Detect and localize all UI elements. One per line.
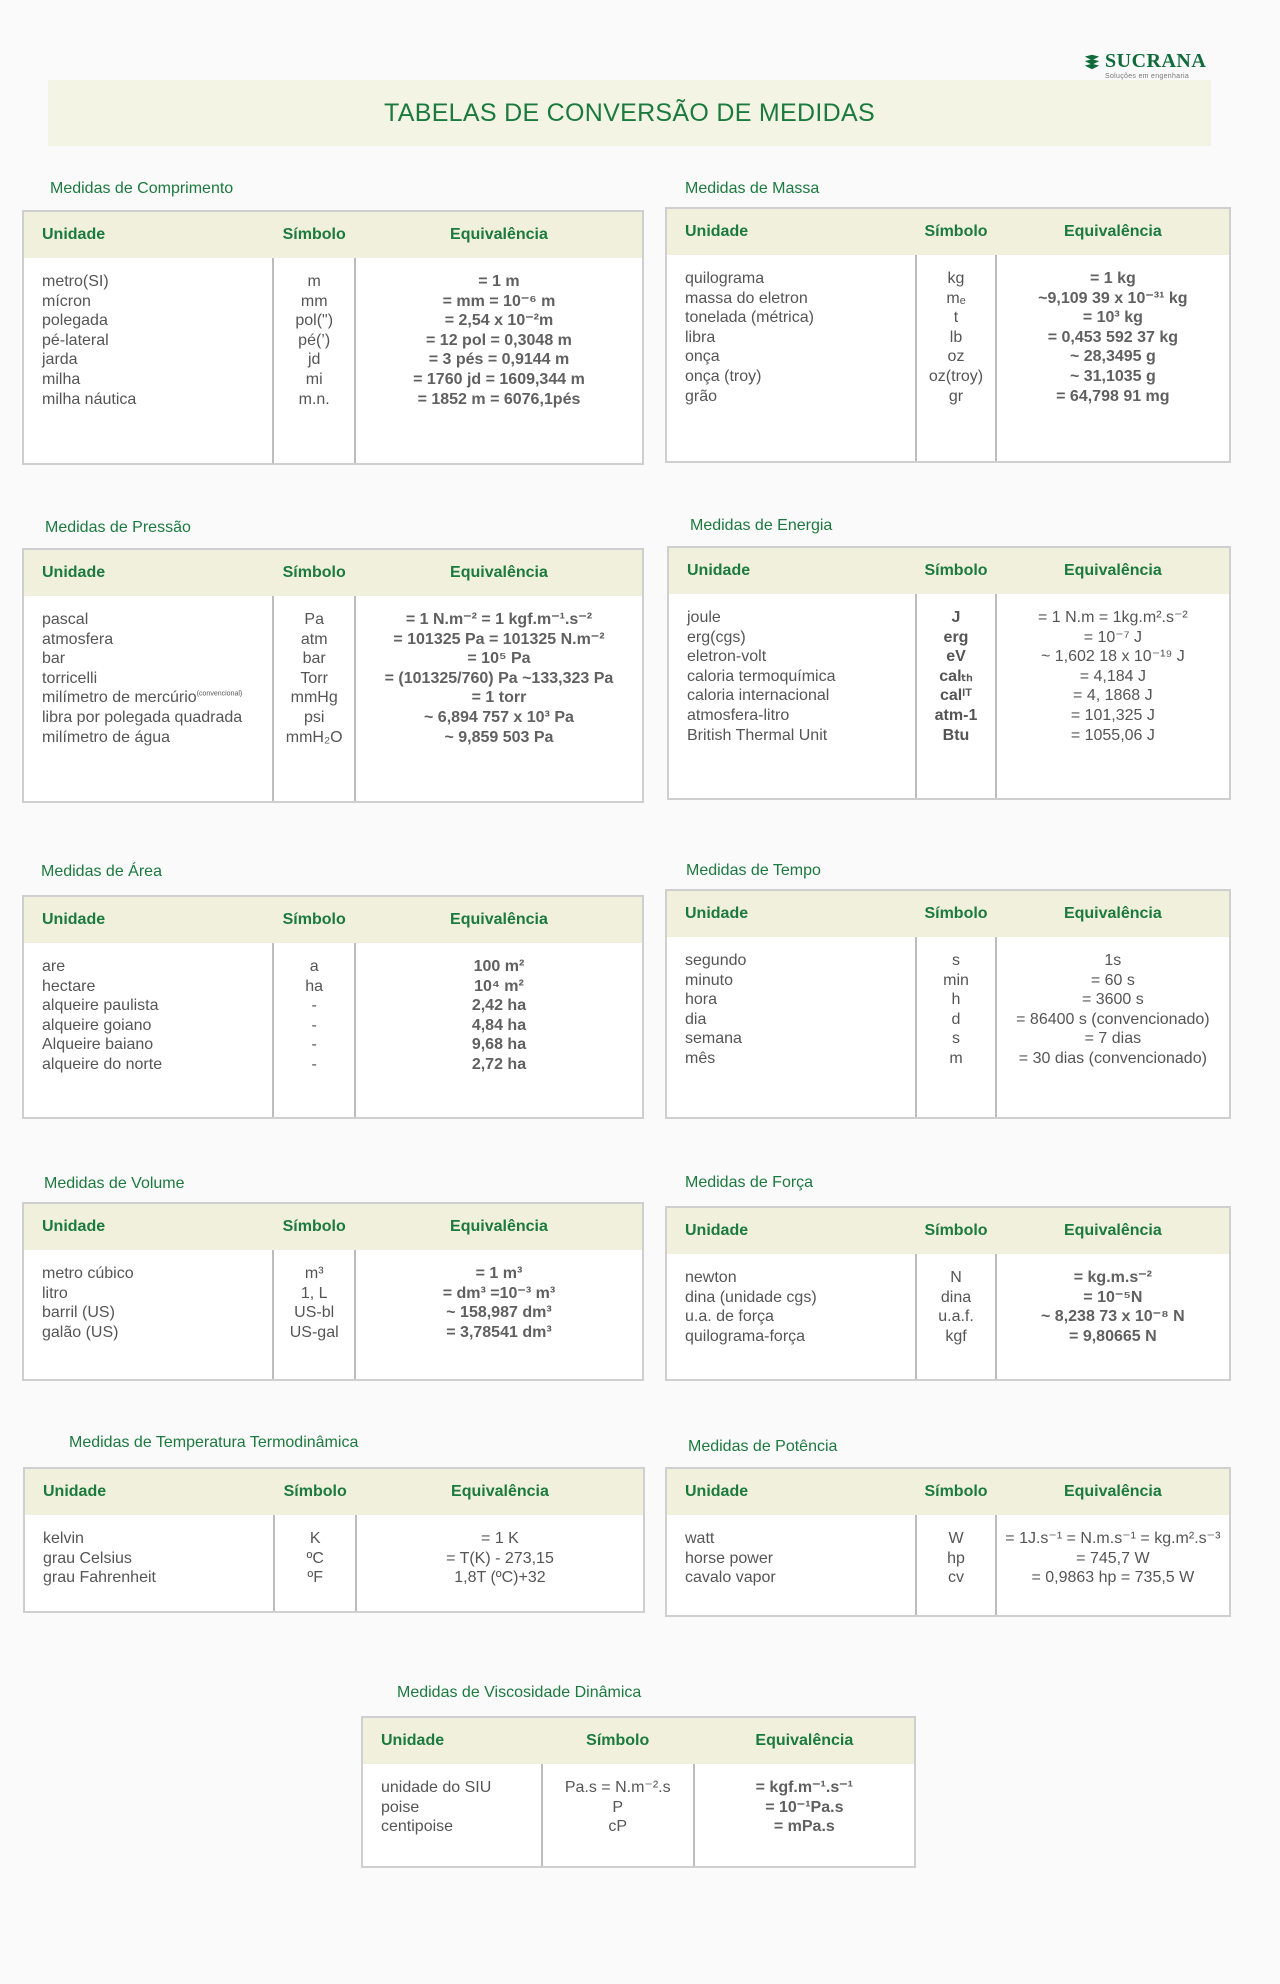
symbol-cell: oz(troy) bbox=[928, 367, 984, 385]
symbol-cell: kgf bbox=[945, 1327, 967, 1345]
equivalence-column bbox=[997, 255, 1229, 461]
unit-cell: erg(cgs) bbox=[687, 628, 746, 646]
unit-cell: alqueire do norte bbox=[42, 1055, 163, 1073]
symbol-cell: US-bl bbox=[294, 1304, 335, 1322]
symbol-cell: ha bbox=[305, 977, 324, 995]
table-body bbox=[24, 596, 642, 801]
unit-cell: pascal bbox=[42, 611, 89, 628]
unit-column bbox=[24, 258, 272, 463]
unit-cell: bar bbox=[42, 650, 66, 668]
equivalence-cell: 9,68 ha bbox=[471, 1036, 527, 1054]
table-energia bbox=[667, 546, 1231, 800]
unit-cell: u.a. de força bbox=[685, 1308, 774, 1326]
equivalence-cell: = 10³ kg bbox=[1082, 309, 1143, 327]
symbol-cell: mm bbox=[300, 292, 328, 310]
symbol-cell: N bbox=[950, 1269, 962, 1286]
equivalence-cell: = 2,54 x 10⁻²m bbox=[444, 312, 554, 330]
symbol-cell: jd bbox=[307, 351, 321, 369]
header-equivalence: Equivalência bbox=[450, 564, 548, 581]
symbol-cell: - bbox=[311, 997, 317, 1015]
equivalence-column bbox=[356, 1250, 642, 1379]
unit-cell: joule bbox=[687, 609, 721, 626]
unit-cell: pé-lateral bbox=[42, 331, 109, 349]
equivalence-cell: ~ 6,894 757 x 10³ Pa bbox=[424, 708, 574, 726]
section-title-volume: Medidas de Volume bbox=[44, 1175, 185, 1192]
symbol-cell: mₑ bbox=[946, 289, 966, 307]
symbol-column bbox=[273, 1515, 356, 1611]
unit-cell: atmosfera bbox=[42, 630, 114, 648]
symbol-column bbox=[541, 1764, 695, 1866]
symbol-cell: dina bbox=[940, 1288, 972, 1306]
table-body bbox=[363, 1764, 914, 1866]
unit-column bbox=[24, 596, 272, 801]
equivalence-cell: = 9,80665 N bbox=[1069, 1327, 1157, 1345]
unit-column bbox=[669, 594, 915, 798]
equivalence-cell: = 1 K bbox=[481, 1530, 519, 1547]
symbol-cell: Pa bbox=[304, 611, 324, 628]
equivalence-cell: = dm³ =10⁻³ m³ bbox=[442, 1284, 556, 1302]
equivalence-cell: = 3600 s bbox=[1081, 991, 1144, 1009]
equivalence-column bbox=[695, 1764, 914, 1866]
symbol-column bbox=[915, 594, 996, 798]
header-unit: Unidade bbox=[43, 1483, 107, 1500]
header-symbol: Símbolo bbox=[924, 1222, 988, 1239]
unit-cell: poise bbox=[381, 1798, 420, 1816]
symbol-cell: atm-1 bbox=[934, 706, 978, 724]
symbol-cell: pé(’) bbox=[298, 331, 331, 349]
unit-cell: eletron-volt bbox=[687, 648, 767, 666]
symbol-cell: pol(") bbox=[295, 312, 334, 330]
header-symbol: Símbolo bbox=[282, 226, 346, 243]
unit-column bbox=[25, 1515, 273, 1611]
symbol-cell: u.a.f. bbox=[938, 1308, 974, 1326]
symbol-cell: Torr bbox=[300, 669, 328, 687]
symbol-cell: m.n. bbox=[298, 390, 330, 408]
symbol-column bbox=[915, 1254, 996, 1379]
symbol-column bbox=[915, 255, 996, 461]
unit-cell: milímetro de água bbox=[42, 728, 171, 746]
table-header bbox=[24, 897, 642, 943]
header-equivalence: Equivalência bbox=[1063, 562, 1162, 579]
equivalence-cell: = mm = 10⁻⁶ m bbox=[442, 292, 556, 310]
unit-cell: grau Fahrenheit bbox=[43, 1569, 156, 1587]
unit-column bbox=[667, 1254, 915, 1379]
equivalence-cell: = 1760 jd = 1609,344 m bbox=[413, 370, 585, 388]
table-body bbox=[669, 594, 1229, 798]
header-unit: Unidade bbox=[381, 1732, 445, 1749]
unit-cell: watt bbox=[685, 1530, 715, 1547]
table-pressao bbox=[22, 548, 644, 803]
unit-cell: unidade do SIU bbox=[381, 1779, 492, 1796]
unit-cell: galão (US) bbox=[42, 1323, 119, 1341]
unit-cell: massa do eletron bbox=[685, 289, 808, 307]
unit-cell: segundo bbox=[685, 952, 747, 969]
table-header bbox=[667, 1208, 1229, 1254]
symbol-cell: lb bbox=[949, 328, 963, 346]
table-header bbox=[24, 550, 642, 596]
equivalence-cell: = T(K) - 273,15 bbox=[446, 1549, 554, 1567]
unit-cell: jarda bbox=[42, 351, 78, 369]
table-header bbox=[24, 1204, 642, 1250]
header-symbol: Símbolo bbox=[282, 1218, 346, 1235]
section-title-tempo: Medidas de Tempo bbox=[686, 862, 821, 879]
equivalence-cell: = 1 N.m = 1kg.m².s⁻² bbox=[1037, 609, 1188, 626]
symbol-column bbox=[272, 943, 355, 1117]
header-unit: Unidade bbox=[685, 223, 749, 240]
header-symbol: Símbolo bbox=[924, 905, 988, 922]
sucrana-leaf-icon bbox=[1083, 53, 1101, 71]
unit-cell: quilograma-força bbox=[685, 1327, 806, 1345]
unit-column bbox=[667, 937, 915, 1117]
equivalence-cell: 1s bbox=[1104, 952, 1122, 969]
section-title-forca: Medidas de Força bbox=[685, 1174, 814, 1191]
header-equivalence: Equivalência bbox=[450, 1218, 548, 1235]
symbol-column bbox=[915, 937, 996, 1117]
symbol-cell: t bbox=[953, 309, 959, 327]
unit-text: milímetro de mercúrio bbox=[42, 689, 197, 707]
header-unit: Unidade bbox=[685, 1222, 749, 1239]
unit-cell: dia bbox=[685, 1010, 707, 1028]
symbol-cell: eV bbox=[946, 648, 966, 666]
table-header bbox=[25, 1469, 643, 1515]
equivalence-cell: = kg.m.s⁻² bbox=[1073, 1269, 1152, 1286]
header-equivalence: Equivalência bbox=[1063, 223, 1162, 240]
unit-cell: torricelli bbox=[42, 669, 98, 687]
equivalence-column bbox=[997, 937, 1229, 1117]
header-unit: Unidade bbox=[42, 911, 106, 928]
equivalence-cell: = 10⁻¹Pa.s bbox=[765, 1798, 844, 1816]
symbol-cell: hp bbox=[947, 1549, 965, 1567]
unit-cell: dina (unidade cgs) bbox=[685, 1288, 817, 1306]
unit-cell: milha náutica bbox=[42, 390, 137, 408]
unit-cell: horse power bbox=[685, 1549, 774, 1567]
table-potencia bbox=[665, 1467, 1231, 1617]
equivalence-cell: = 1 m bbox=[478, 273, 520, 290]
header-unit: Unidade bbox=[42, 1218, 106, 1235]
table-header bbox=[667, 1469, 1229, 1515]
equivalence-cell: 2,42 ha bbox=[471, 997, 527, 1015]
unit-column bbox=[667, 1515, 915, 1615]
header-equivalence: Equivalência bbox=[755, 1732, 854, 1749]
header-symbol: Símbolo bbox=[283, 1483, 347, 1500]
equivalence-cell: ~ 1,602 18 x 10⁻¹⁹ J bbox=[1040, 648, 1185, 666]
section-title-potencia: Medidas de Potência bbox=[688, 1438, 838, 1455]
symbol-cell: min bbox=[943, 971, 969, 989]
equivalence-cell: = 3,78541 dm³ bbox=[446, 1323, 552, 1341]
equivalence-cell: 1,8T (ºC)+32 bbox=[454, 1569, 546, 1587]
equivalence-column bbox=[356, 258, 642, 463]
symbol-cell: s bbox=[952, 952, 960, 969]
unit-cell: British Thermal Unit bbox=[687, 726, 828, 744]
symbol-cell: - bbox=[311, 1036, 317, 1054]
equivalence-cell: = 12 pol = 0,3048 m bbox=[426, 331, 572, 349]
symbol-cell: bar bbox=[302, 650, 326, 668]
equivalence-cell: = 4,184 J bbox=[1079, 667, 1146, 685]
symbol-cell: - bbox=[311, 1055, 317, 1073]
unit-cell: litro bbox=[42, 1284, 68, 1302]
equivalence-cell: 2,72 ha bbox=[471, 1055, 527, 1073]
symbol-column bbox=[272, 596, 355, 801]
equivalence-cell: = 7 dias bbox=[1084, 1030, 1142, 1048]
table-body bbox=[24, 1250, 642, 1379]
unit-column bbox=[363, 1764, 541, 1866]
unit-cell: metro(SI) bbox=[42, 273, 109, 290]
symbol-column bbox=[272, 258, 355, 463]
equivalence-column bbox=[357, 1515, 643, 1611]
header-unit: Unidade bbox=[685, 905, 749, 922]
unit-cell: quilograma bbox=[685, 270, 765, 287]
symbol-cell: a bbox=[309, 958, 319, 975]
table-body bbox=[667, 255, 1229, 461]
table-forca bbox=[665, 1206, 1231, 1381]
symbol-cell: mmHg bbox=[290, 689, 338, 707]
unit-cell: grão bbox=[685, 387, 718, 405]
equivalence-cell: = kgf.m⁻¹.s⁻¹ bbox=[755, 1779, 853, 1796]
equivalence-column bbox=[997, 1515, 1229, 1615]
header-equivalence: Equivalência bbox=[451, 1483, 549, 1500]
equivalence-cell: = 64,798 91 mg bbox=[1056, 387, 1170, 405]
table-body bbox=[24, 943, 642, 1117]
table-header bbox=[667, 209, 1229, 255]
section-title-area: Medidas de Área bbox=[41, 863, 162, 880]
header-symbol: Símbolo bbox=[924, 562, 988, 579]
equivalence-cell: = 0,9863 hp = 735,5 W bbox=[1031, 1569, 1195, 1587]
table-body bbox=[667, 937, 1229, 1117]
table-massa bbox=[665, 207, 1231, 463]
symbol-cell: ºC bbox=[306, 1549, 324, 1567]
header-equivalence: Equivalência bbox=[450, 226, 548, 243]
equivalence-column bbox=[356, 943, 642, 1117]
table-body bbox=[25, 1515, 643, 1611]
header-equivalence: Equivalência bbox=[1063, 905, 1162, 922]
table-comprimento bbox=[22, 210, 644, 465]
unit-column bbox=[667, 255, 915, 461]
equivalence-cell: 100 m² bbox=[473, 958, 525, 975]
symbol-cell: ºF bbox=[307, 1569, 323, 1587]
table-volume bbox=[22, 1202, 644, 1381]
equivalence-cell: = 745,7 W bbox=[1076, 1549, 1150, 1567]
unit-cell: centipoise bbox=[381, 1818, 454, 1836]
table-header bbox=[669, 548, 1229, 594]
unit-cell: alqueire paulista bbox=[42, 997, 159, 1015]
table-temperatura bbox=[23, 1467, 645, 1613]
header-symbol: Símbolo bbox=[282, 564, 346, 581]
unit-cell: caloria termoquímica bbox=[687, 667, 836, 685]
unit-cell: onça bbox=[685, 348, 720, 366]
equivalence-cell: = 1055,06 J bbox=[1070, 726, 1155, 744]
table-body bbox=[24, 258, 642, 463]
unit-column bbox=[24, 943, 272, 1117]
symbol-cell: m³ bbox=[304, 1265, 324, 1282]
header-unit: Unidade bbox=[685, 1483, 749, 1500]
symbol-cell: gr bbox=[948, 387, 964, 405]
section-title-massa: Medidas de Massa bbox=[685, 180, 820, 197]
equivalence-cell: = 1 N.m⁻² = 1 kgf.m⁻¹.s⁻² bbox=[405, 611, 593, 628]
header-unit: Unidade bbox=[42, 226, 106, 243]
unit-cell: Alqueire baiano bbox=[42, 1036, 154, 1054]
symbol-cell: h bbox=[951, 991, 961, 1009]
equivalence-cell: = 1 m³ bbox=[475, 1265, 523, 1282]
table-body bbox=[667, 1515, 1229, 1615]
header-symbol: Símbolo bbox=[282, 911, 346, 928]
symbol-cell: mi bbox=[305, 370, 323, 388]
unit-cell bbox=[42, 688, 272, 708]
unit-cell: milha bbox=[42, 370, 81, 388]
unit-column bbox=[24, 1250, 272, 1379]
header-unit: Unidade bbox=[687, 562, 751, 579]
brand-tagline: Soluções em engenharia bbox=[1105, 73, 1190, 80]
section-title-pressao: Medidas de Pressão bbox=[45, 519, 191, 536]
equivalence-cell: = 1 kg bbox=[1089, 270, 1136, 287]
symbol-cell: m bbox=[949, 1049, 963, 1067]
unit-cell: barril (US) bbox=[42, 1304, 115, 1322]
unit-cell: cavalo vapor bbox=[685, 1569, 776, 1587]
symbol-cell: s bbox=[952, 1030, 960, 1048]
unit-cell: alqueire goiano bbox=[42, 1016, 152, 1034]
unit-cell: tonelada (métrica) bbox=[685, 309, 814, 327]
unit-cell: libra bbox=[685, 328, 716, 346]
unit-cell: atmosfera-litro bbox=[687, 706, 790, 724]
equivalence-cell: = 4, 1868 J bbox=[1073, 687, 1153, 705]
unit-cell: mícron bbox=[42, 292, 91, 310]
equivalence-cell: ~ 9,859 503 Pa bbox=[444, 728, 554, 746]
equivalence-cell: ~ 28,3495 g bbox=[1069, 348, 1156, 366]
symbol-cell: kg bbox=[947, 270, 965, 287]
equivalence-cell: = 0,453 592 37 kg bbox=[1047, 328, 1179, 346]
unit-cell: onça (troy) bbox=[685, 367, 762, 385]
equivalence-cell: 4,84 ha bbox=[471, 1016, 527, 1034]
symbol-cell: P bbox=[612, 1798, 624, 1816]
equivalence-cell: = mPa.s bbox=[773, 1818, 835, 1836]
equivalence-cell: ~9,109 39 x 10⁻³¹ kg bbox=[1038, 289, 1188, 307]
unit-cell: hectare bbox=[42, 977, 96, 995]
section-title-viscosidade: Medidas de Viscosidade Dinâmica bbox=[397, 1684, 642, 1701]
equivalence-column bbox=[356, 596, 642, 801]
table-header bbox=[667, 891, 1229, 937]
header-symbol: Símbolo bbox=[586, 1732, 650, 1749]
table-header bbox=[24, 212, 642, 258]
equivalence-cell: = 1J.s⁻¹ = N.m.s⁻¹ = kg.m².s⁻³ bbox=[1005, 1530, 1221, 1547]
header-equivalence: Equivalência bbox=[450, 911, 548, 928]
equivalence-cell: = 3 pés = 0,9144 m bbox=[428, 351, 570, 369]
unit-cell: semana bbox=[685, 1030, 742, 1048]
unit-note: (convencional) bbox=[196, 691, 243, 699]
section-title-comprimento: Medidas de Comprimento bbox=[50, 180, 234, 197]
symbol-cell: cP bbox=[608, 1818, 628, 1836]
unit-cell: grau Celsius bbox=[43, 1549, 132, 1567]
symbol-cell: d bbox=[951, 1010, 961, 1028]
equivalence-cell: ~ 158,987 dm³ bbox=[446, 1304, 552, 1322]
table-area bbox=[22, 895, 644, 1119]
sucrana-logo bbox=[1083, 50, 1213, 80]
section-title-energia: Medidas de Energia bbox=[690, 517, 833, 534]
equivalence-cell: = 10⁻⁷ J bbox=[1083, 628, 1142, 646]
symbol-cell: W bbox=[948, 1530, 964, 1547]
equivalence-cell: = 1 torr bbox=[471, 689, 527, 707]
header-equivalence: Equivalência bbox=[1063, 1222, 1162, 1239]
symbol-column bbox=[272, 1250, 355, 1379]
symbol-cell: calₜₕ bbox=[939, 667, 973, 685]
unit-cell: newton bbox=[685, 1269, 737, 1286]
unit-cell: are bbox=[42, 958, 66, 975]
symbol-cell: 1, L bbox=[300, 1284, 328, 1302]
table-header bbox=[363, 1718, 914, 1764]
equivalence-cell: = (101325/760) Pa ~133,323 Pa bbox=[384, 669, 614, 687]
equivalence-cell: = 10⁻⁵N bbox=[1083, 1288, 1143, 1306]
symbol-cell: US-gal bbox=[289, 1323, 339, 1341]
equivalence-cell: = 101325 Pa = 101325 N.m⁻² bbox=[393, 630, 605, 648]
brand-name: SUCRANA bbox=[1105, 50, 1207, 72]
symbol-cell: m bbox=[307, 273, 321, 290]
symbol-cell: psi bbox=[303, 708, 325, 726]
title-banner bbox=[48, 80, 1211, 146]
equivalence-column bbox=[997, 594, 1229, 798]
equivalence-cell: = 86400 s (convencionado) bbox=[1016, 1010, 1210, 1028]
equivalence-cell: = 60 s bbox=[1090, 971, 1135, 989]
table-viscosidade bbox=[361, 1716, 916, 1868]
symbol-cell: J bbox=[951, 609, 961, 626]
equivalence-cell: = 10⁵ Pa bbox=[467, 650, 531, 668]
symbol-cell: cv bbox=[948, 1569, 964, 1587]
header-equivalence: Equivalência bbox=[1063, 1483, 1162, 1500]
table-tempo bbox=[665, 889, 1231, 1119]
symbol-cell: oz bbox=[947, 348, 965, 366]
symbol-cell: Pa.s = N.m⁻².s bbox=[564, 1779, 671, 1796]
symbol-cell: K bbox=[309, 1530, 321, 1547]
header-symbol: Símbolo bbox=[924, 1483, 988, 1500]
equivalence-cell: = 101,325 J bbox=[1070, 706, 1155, 724]
equivalence-cell: ~ 31,1035 g bbox=[1069, 367, 1156, 385]
symbol-cell: atm bbox=[300, 630, 328, 648]
symbol-cell: Btu bbox=[942, 726, 970, 744]
equivalence-cell: = 30 dias (convencionado) bbox=[1018, 1049, 1207, 1067]
unit-cell: minuto bbox=[685, 971, 734, 989]
table-body bbox=[667, 1254, 1229, 1379]
symbol-cell: - bbox=[311, 1016, 317, 1034]
unit-cell: polegada bbox=[42, 312, 108, 330]
unit-cell: kelvin bbox=[43, 1530, 84, 1547]
page-title: TABELAS DE CONVERSÃO DE MEDIDAS bbox=[384, 98, 875, 127]
unit-cell: mês bbox=[685, 1049, 716, 1067]
unit-cell: libra por polegada quadrada bbox=[42, 708, 243, 726]
symbol-cell: calᴵᵀ bbox=[939, 687, 973, 705]
unit-cell: caloria internacional bbox=[687, 687, 830, 705]
unit-cell: metro cúbico bbox=[42, 1265, 134, 1282]
equivalence-cell: ~ 8,238 73 x 10⁻⁸ N bbox=[1041, 1308, 1185, 1326]
header-symbol: Símbolo bbox=[924, 223, 988, 240]
section-title-temperatura: Medidas de Temperatura Termodinâmica bbox=[69, 1434, 359, 1451]
equivalence-cell: = 1852 m = 6076,1pés bbox=[417, 390, 581, 408]
symbol-column bbox=[915, 1515, 996, 1615]
symbol-cell: mmH₂O bbox=[285, 728, 343, 746]
equivalence-column bbox=[997, 1254, 1229, 1379]
header-unit: Unidade bbox=[42, 564, 106, 581]
equivalence-cell: 10⁴ m² bbox=[474, 977, 524, 995]
unit-cell: hora bbox=[685, 991, 718, 1009]
symbol-cell: erg bbox=[943, 628, 969, 646]
